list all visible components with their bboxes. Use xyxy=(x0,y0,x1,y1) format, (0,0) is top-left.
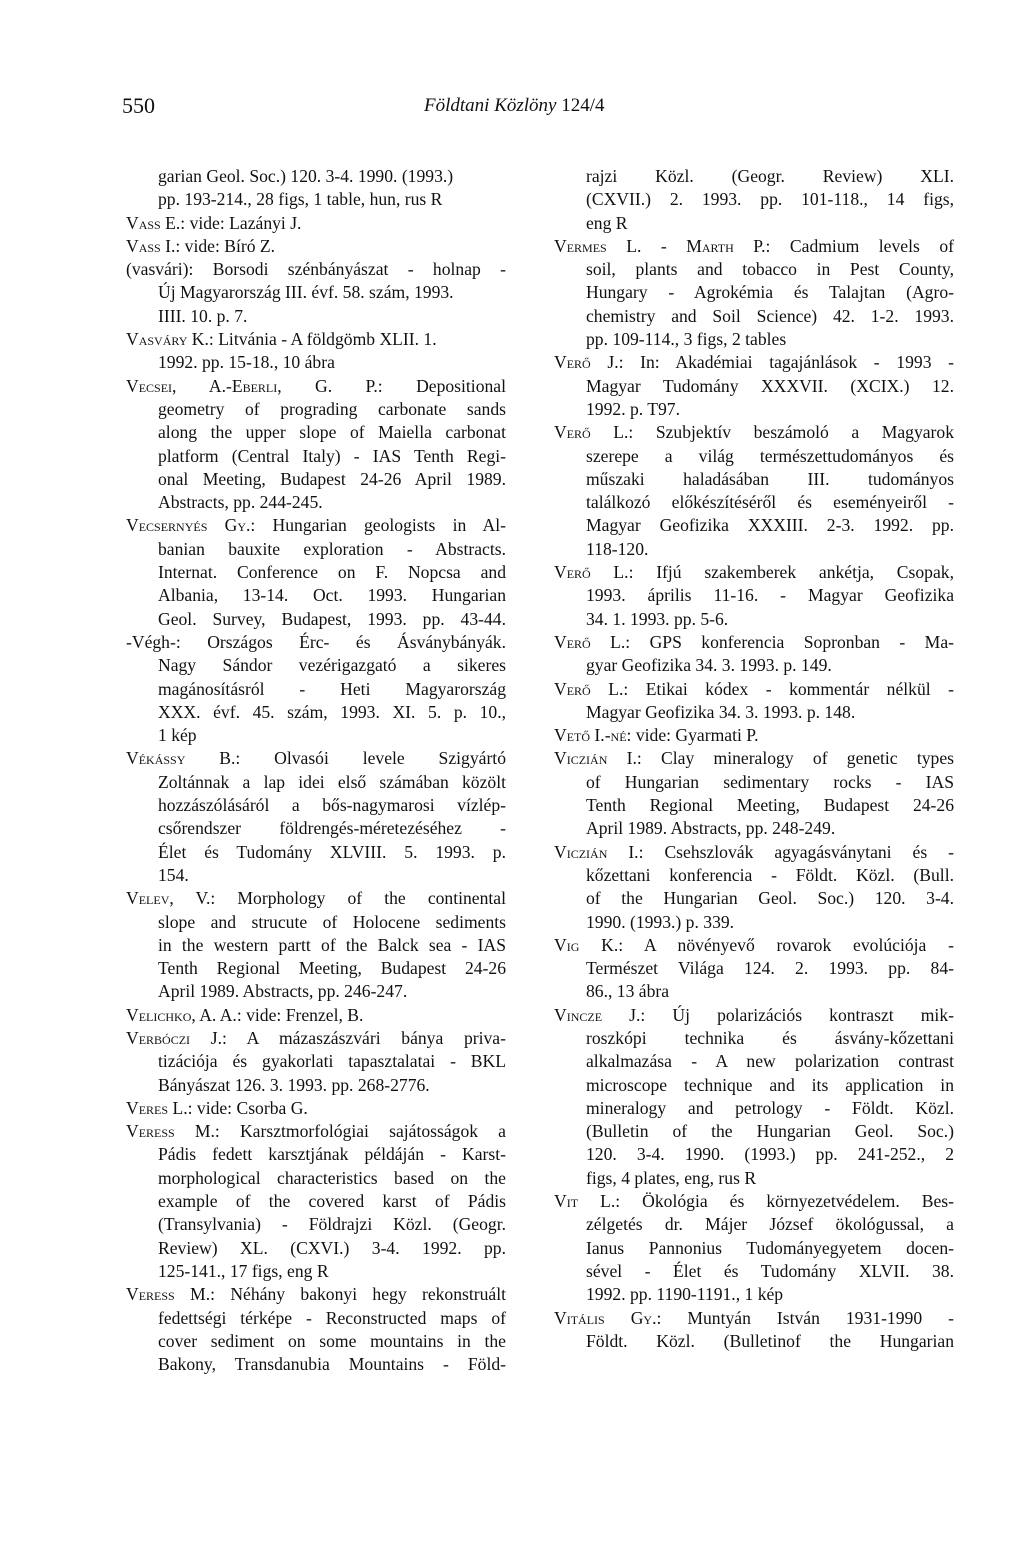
entry-text: 1992. pp. 1190-1191., 1 kép xyxy=(586,1284,784,1305)
bibliography-line xyxy=(554,514,954,537)
entry-text: szerepe a világ természettudományos és xyxy=(586,445,954,466)
bibliography-line xyxy=(126,561,506,584)
entry-text: 34. 1. 1993. pp. 5-6. xyxy=(586,608,729,629)
entry-author: Vincze J.: xyxy=(554,1004,646,1025)
bibliography-line xyxy=(126,351,506,374)
entry-author: Velichko, A. A.: xyxy=(126,1004,242,1025)
bibliography-line xyxy=(126,584,506,607)
bibliography-line xyxy=(126,654,506,677)
bibliography-line xyxy=(554,654,954,677)
entry-author: Veress M.: xyxy=(126,1284,215,1305)
bibliography-line xyxy=(126,887,506,910)
entry-text: 154. xyxy=(158,864,189,885)
entry-text: csőrendszer földrengés-méretezéséhez - xyxy=(158,818,506,839)
bibliography-line xyxy=(554,1167,954,1190)
bibliography-line xyxy=(554,1283,954,1306)
bibliography-line xyxy=(554,631,954,654)
entry-text: Magyar Tudomány XXXVII. (XCIX.) 12. xyxy=(586,375,954,396)
bibliography-line xyxy=(554,445,954,468)
entry-text: 1990. (1993.) p. 339. xyxy=(586,911,735,932)
bibliography-line xyxy=(126,864,506,887)
entry-text: 125-141., 17 figs, eng R xyxy=(158,1260,329,1281)
entry-text: 1992. pp. 15-18., 10 ábra xyxy=(158,352,335,373)
bibliography-line xyxy=(554,1027,954,1050)
entry-text: 86., 13 ábra xyxy=(586,981,670,1002)
bibliography-line xyxy=(126,701,506,724)
entry-text: geometry of prograding carbonate sands xyxy=(158,398,506,419)
bibliography-line xyxy=(126,934,506,957)
entry-text: 120. 3-4. 1990. (1993.) pp. 241-252., 2 xyxy=(586,1144,954,1165)
entry-text: Bányászat 126. 3. 1993. pp. 268-2776. xyxy=(158,1074,430,1095)
bibliography-line xyxy=(554,305,954,328)
entry-author: Vecsei, A.-Eberli, G. P.: xyxy=(126,375,383,396)
entry-author: Vermes L. - Marth P.: xyxy=(554,235,771,256)
bibliography-line xyxy=(554,817,954,840)
bibliography-line xyxy=(554,375,954,398)
entry-text: (vasvári): Borsodi szénbányászat - holnap - xyxy=(126,259,506,280)
bibliography-line xyxy=(554,235,954,258)
entry-text: vide: Bíró Z. xyxy=(184,235,276,256)
bibliography-line xyxy=(554,747,954,770)
entry-text: Csehszlovák agyagásványtani és - xyxy=(664,841,954,862)
bibliography-line xyxy=(554,561,954,584)
entry-text: Új polarizációs kontraszt mik- xyxy=(672,1004,954,1025)
entry-author: Vit L.: xyxy=(554,1191,621,1212)
entry-author: Vékássy B.: xyxy=(126,748,241,769)
bibliography-line xyxy=(126,724,506,747)
bibliography-line xyxy=(554,957,954,980)
right-column xyxy=(554,165,954,1353)
entry-text: Ökológia és környezetvédelem. Bes- xyxy=(642,1191,954,1212)
entry-text: banian bauxite exploration - Abstracts. xyxy=(158,538,506,559)
entry-author: Verő J.: xyxy=(554,352,624,373)
bibliography-line xyxy=(126,1353,506,1376)
bibliography-line xyxy=(554,212,954,235)
bibliography-line xyxy=(554,608,954,631)
page-number: 550 xyxy=(122,93,155,118)
bibliography-line xyxy=(126,1074,506,1097)
bibliography-line xyxy=(126,1213,506,1236)
entry-text: In: Akadémiai tagajánlások - 1993 - xyxy=(640,352,954,373)
entry-author: Viczián I.: xyxy=(554,748,642,769)
bibliography-line xyxy=(126,1167,506,1190)
entry-text: Zoltánnak a lap idei első számában közölt xyxy=(158,771,506,792)
bibliography-line xyxy=(126,165,506,188)
entry-text: XXX. évf. 45. szám, 1993. XI. 5. p. 10., xyxy=(158,701,506,722)
entry-text: Magyar Geofizika 34. 3. 1993. p. 148. xyxy=(586,701,856,722)
entry-author: Vig K.: xyxy=(554,934,624,955)
entry-author: Vass E.: xyxy=(126,212,186,233)
entry-text: chemistry and Soil Science) 42. 1-2. 1993. xyxy=(586,305,954,326)
entry-text: Muntyán István 1931-1990 - xyxy=(687,1307,954,1328)
entry-text: alkalmazása - A new polarization contrast xyxy=(586,1051,954,1072)
entry-author: Verő L.: xyxy=(554,678,629,699)
bibliography-line xyxy=(554,771,954,794)
bibliography-line xyxy=(126,1004,506,1027)
entry-text: garian Geol. Soc.) 120. 3-4. 1990. (1993.) xyxy=(158,166,454,186)
entry-text: Földt. Közl. (Bulletinof the Hungarian xyxy=(586,1330,954,1351)
entry-text: 118-120. xyxy=(586,538,649,559)
bibliography-line xyxy=(554,1097,954,1120)
bibliography-line xyxy=(126,281,506,304)
entry-text: Hungarian geologists in Al- xyxy=(272,515,506,536)
bibliography-line xyxy=(126,421,506,444)
bibliography-line xyxy=(554,864,954,887)
entry-text: Internat. Conference on F. Nopcsa and xyxy=(158,562,506,583)
entry-text: vide: Gyarmati P. xyxy=(635,725,759,746)
bibliography-line xyxy=(126,212,506,235)
bibliography-line xyxy=(554,1213,954,1236)
entry-text: example of the covered karst of Pádis xyxy=(158,1191,506,1212)
bibliography-line xyxy=(126,328,506,351)
entry-text: along the upper slope of Maiella carbonat xyxy=(158,422,506,443)
bibliography-line xyxy=(554,188,954,211)
bibliography-line xyxy=(554,701,954,724)
entry-text: Litvánia - A földgömb XLII. 1. xyxy=(218,329,437,350)
bibliography-line xyxy=(554,258,954,281)
bibliography-line xyxy=(126,1143,506,1166)
bibliography-line xyxy=(554,724,954,747)
bibliography-line xyxy=(126,1283,506,1306)
entry-author: Verbóczi J.: xyxy=(126,1027,227,1048)
entry-text: Magyar Geofizika XXXIII. 2-3. 1992. pp. xyxy=(586,515,954,536)
bibliography-line xyxy=(126,1330,506,1353)
entry-text: A növényevő rovarok evolúciója - xyxy=(644,934,954,955)
entry-text: Etikai kódex - kommentár nélkül - xyxy=(645,678,954,699)
entry-text: zélgetés dr. Májer József ökológussal, a xyxy=(586,1214,954,1235)
entry-text: Ifjú szakemberek ankétja, Csopak, xyxy=(656,562,954,583)
entry-text: Olvasói levele Szigyártó xyxy=(274,748,506,769)
bibliography-line xyxy=(554,398,954,421)
bibliography-line xyxy=(126,1190,506,1213)
entry-text: Karsztmorfológiai sajátosságok a xyxy=(239,1121,506,1142)
entry-text: morphological characteristics based on the xyxy=(158,1167,506,1188)
bibliography-line xyxy=(126,188,506,211)
bibliography-line xyxy=(554,1074,954,1097)
entry-text: pp. 193-214., 28 figs, 1 table, hun, rus R xyxy=(158,189,443,210)
entry-text: onal Meeting, Budapest 24-26 April 1989. xyxy=(158,468,506,489)
bibliography-line xyxy=(126,258,506,281)
entry-text: Élet és Tudomány XLVIII. 5. 1993. p. xyxy=(158,841,506,862)
entry-author: Verő L.: xyxy=(554,562,634,583)
bibliography-line xyxy=(126,771,506,794)
bibliography-line xyxy=(126,305,506,328)
bibliography-line xyxy=(554,980,954,1003)
entry-text: (Transylvania) - Földrajzi Közl. (Geogr. xyxy=(158,1214,506,1235)
entry-text: (CXVII.) 2. 1993. pp. 101-118., 14 figs, xyxy=(586,189,954,210)
bibliography-line xyxy=(126,491,506,514)
entry-text: pp. 109-114., 3 figs, 2 tables xyxy=(586,329,787,350)
bibliography-line xyxy=(554,911,954,934)
entry-text: Új Magyarország III. évf. 58. szám, 1993. xyxy=(158,282,454,303)
bibliography-line xyxy=(126,957,506,980)
entry-text: IIII. 10. p. 7. xyxy=(158,305,248,326)
entry-author: Velev, V.: xyxy=(126,888,216,909)
bibliography-line xyxy=(126,817,506,840)
bibliography-line xyxy=(554,1330,954,1353)
entry-author: Vasváry K.: xyxy=(126,329,214,350)
bibliography-line xyxy=(554,678,954,701)
entry-text: Szubjektív beszámoló a Magyarok xyxy=(655,422,954,443)
entry-text: soil, plants and tobacco in Pest County, xyxy=(586,259,954,280)
bibliography-line xyxy=(554,351,954,374)
bibliography-line xyxy=(126,468,506,491)
bibliography-line xyxy=(554,538,954,561)
entry-text: -Végh-: Országos Érc- és Ásványbányák. xyxy=(126,631,506,652)
entry-text: Tenth Regional Meeting, Budapest 24-26 xyxy=(158,958,506,979)
entry-text: of Hungarian sedimentary rocks - IAS xyxy=(586,771,954,792)
bibliography-line xyxy=(126,445,506,468)
entry-text: gyar Geofizika 34. 3. 1993. p. 149. xyxy=(586,655,832,676)
bibliography-line xyxy=(554,1190,954,1213)
entry-text: Abstracts, pp. 244-245. xyxy=(158,492,323,513)
entry-author: Vecsernyés Gy.: xyxy=(126,515,256,536)
entry-text: vide: Csorba G. xyxy=(196,1097,308,1118)
entry-text: cover sediment on some mountains in the xyxy=(158,1330,506,1351)
entry-text: kőzettani konferencia - Földt. Közl. (Bull. xyxy=(586,864,954,885)
bibliography-line xyxy=(126,1120,506,1143)
entry-text: tizációja és gyakorlati tapasztalatai - BKL xyxy=(158,1051,506,1072)
entry-text: Természet Világa 124. 2. 1993. pp. 84- xyxy=(586,958,954,979)
bibliography-line xyxy=(126,1237,506,1260)
entry-text: 1993. április 11-16. - Magyar Geofizika xyxy=(586,585,954,606)
bibliography-line xyxy=(126,1260,506,1283)
bibliography-line xyxy=(126,678,506,701)
bibliography-line xyxy=(554,1004,954,1027)
bibliography-line xyxy=(126,538,506,561)
entry-text: A mázaszászvári bánya priva- xyxy=(246,1027,506,1048)
entry-text: mineralogy and petrology - Földt. Közl. xyxy=(586,1097,954,1118)
bibliography-line xyxy=(554,468,954,491)
bibliography-line xyxy=(126,1027,506,1050)
bibliography-line xyxy=(554,1237,954,1260)
entry-text: vide: Lazányi J. xyxy=(189,212,302,233)
journal-issue: 124/4 xyxy=(561,95,605,116)
bibliography-line xyxy=(554,491,954,514)
entry-author: Viczián I.: xyxy=(554,841,644,862)
entry-author: Veress M.: xyxy=(126,1121,220,1142)
entry-text: platform (Central Italy) - IAS Tenth Regi- xyxy=(158,445,506,466)
entry-text: Albania, 13-14. Oct. 1993. Hungarian xyxy=(158,585,506,606)
entry-text: Review) XL. (CXVI.) 3-4. 1992. pp. xyxy=(158,1237,506,1258)
entry-text: vide: Frenzel, B. xyxy=(246,1004,364,1025)
entry-text: April 1989. Abstracts, pp. 248-249. xyxy=(586,818,836,839)
entry-author: Veres L.: xyxy=(126,1097,193,1118)
bibliography-line xyxy=(126,398,506,421)
entry-author: Vető I.-né: xyxy=(554,725,632,746)
running-title xyxy=(424,95,605,117)
entry-text: Ianus Pannonius Tudományegyetem docen- xyxy=(586,1237,954,1258)
entry-author: Vitális Gy.: xyxy=(554,1307,662,1328)
entry-text: microscope technique and its application in xyxy=(586,1074,954,1095)
page-header xyxy=(122,93,902,123)
entry-text: (Bulletin of the Hungarian Geol. Soc.) xyxy=(586,1121,954,1142)
entry-text: eng R xyxy=(586,212,628,233)
bibliography-line xyxy=(126,1097,506,1120)
bibliography-line xyxy=(126,631,506,654)
bibliography-line xyxy=(554,887,954,910)
entry-text: Hungary - Agrokémia és Talajtan (Agro- xyxy=(586,282,954,303)
bibliography-line xyxy=(126,911,506,934)
bibliography-line xyxy=(126,608,506,631)
entry-text: rajzi Közl. (Geogr. Review) XLI. xyxy=(586,166,954,186)
entry-text: of the Hungarian Geol. Soc.) 120. 3-4. xyxy=(586,888,954,909)
entry-text: Pádis fedett karsztjának példáján - Karst- xyxy=(158,1144,506,1165)
entry-text: 1992. p. T97. xyxy=(586,398,680,419)
bibliography-line xyxy=(554,1260,954,1283)
bibliography-line xyxy=(554,1050,954,1073)
entry-text: April 1989. Abstracts, pp. 246-247. xyxy=(158,981,408,1002)
bibliography-line xyxy=(126,514,506,537)
bibliography-line xyxy=(554,165,954,188)
left-column xyxy=(126,165,506,1376)
entry-text: in the western partt of the Balck sea - IAS xyxy=(158,934,506,955)
journal-name: Földtani Közlöny xyxy=(424,95,557,116)
entry-text: Nagy Sándor vezérigazgató a sikeres xyxy=(158,655,506,676)
bibliography-line xyxy=(554,794,954,817)
entry-text: fedettségi térképe - Reconstructed maps of xyxy=(158,1307,506,1328)
bibliography-line xyxy=(126,375,506,398)
entry-text: találkozó előkészítéséről és eseményeiről - xyxy=(586,492,954,513)
bibliography-line xyxy=(554,841,954,864)
entry-text: Clay mineralogy of genetic types xyxy=(661,748,954,769)
bibliography-line xyxy=(126,980,506,1003)
entry-text: sével - Élet és Tudomány XLVII. 38. xyxy=(586,1260,954,1281)
bibliography-line xyxy=(126,1050,506,1073)
bibliography-line xyxy=(126,235,506,258)
bibliography-line xyxy=(126,1307,506,1330)
bibliography-line xyxy=(554,1307,954,1330)
entry-text: Néhány bakonyi hegy rekonstruált xyxy=(230,1284,506,1305)
bibliography-line xyxy=(126,841,506,864)
entry-text: műszaki haladásában III. tudományos xyxy=(586,468,954,489)
entry-text: Morphology of the continental xyxy=(237,888,506,909)
bibliography-line xyxy=(554,1143,954,1166)
bibliography-line xyxy=(554,1120,954,1143)
entry-text: roszkópi technika és ásvány-kőzettani xyxy=(586,1027,954,1048)
entry-text: Geol. Survey, Budapest, 1993. pp. 43-44. xyxy=(158,608,506,629)
bibliography-line xyxy=(554,584,954,607)
entry-author: Verő L.: xyxy=(554,422,634,443)
entry-text: figs, 4 plates, eng, rus R xyxy=(586,1167,757,1188)
entry-text: slope and strucute of Holocene sediments xyxy=(158,911,506,932)
entry-text: GPS konferencia Sopronban - Ma- xyxy=(649,631,954,652)
bibliography-line xyxy=(554,934,954,957)
bibliography-line xyxy=(554,328,954,351)
bibliography-line xyxy=(554,281,954,304)
bibliography-line xyxy=(554,421,954,444)
entry-author: Vass I.: xyxy=(126,235,181,256)
bibliography-line xyxy=(126,747,506,770)
entry-text: Cadmium levels of xyxy=(789,235,954,256)
entry-text: Depositional xyxy=(416,375,506,396)
entry-text: 1 kép xyxy=(158,725,197,746)
entry-text: Tenth Regional Meeting, Budapest 24-26 xyxy=(586,795,954,816)
entry-text: magánosításról - Heti Magyarország xyxy=(158,678,506,699)
bibliography-line xyxy=(126,794,506,817)
entry-text: Bakony, Transdanubia Mountains - Föld- xyxy=(158,1354,506,1375)
entry-text: hozzászólásáról a bős-nagymarosi vízlép- xyxy=(158,795,506,816)
entry-author: Verő L.: xyxy=(554,631,631,652)
